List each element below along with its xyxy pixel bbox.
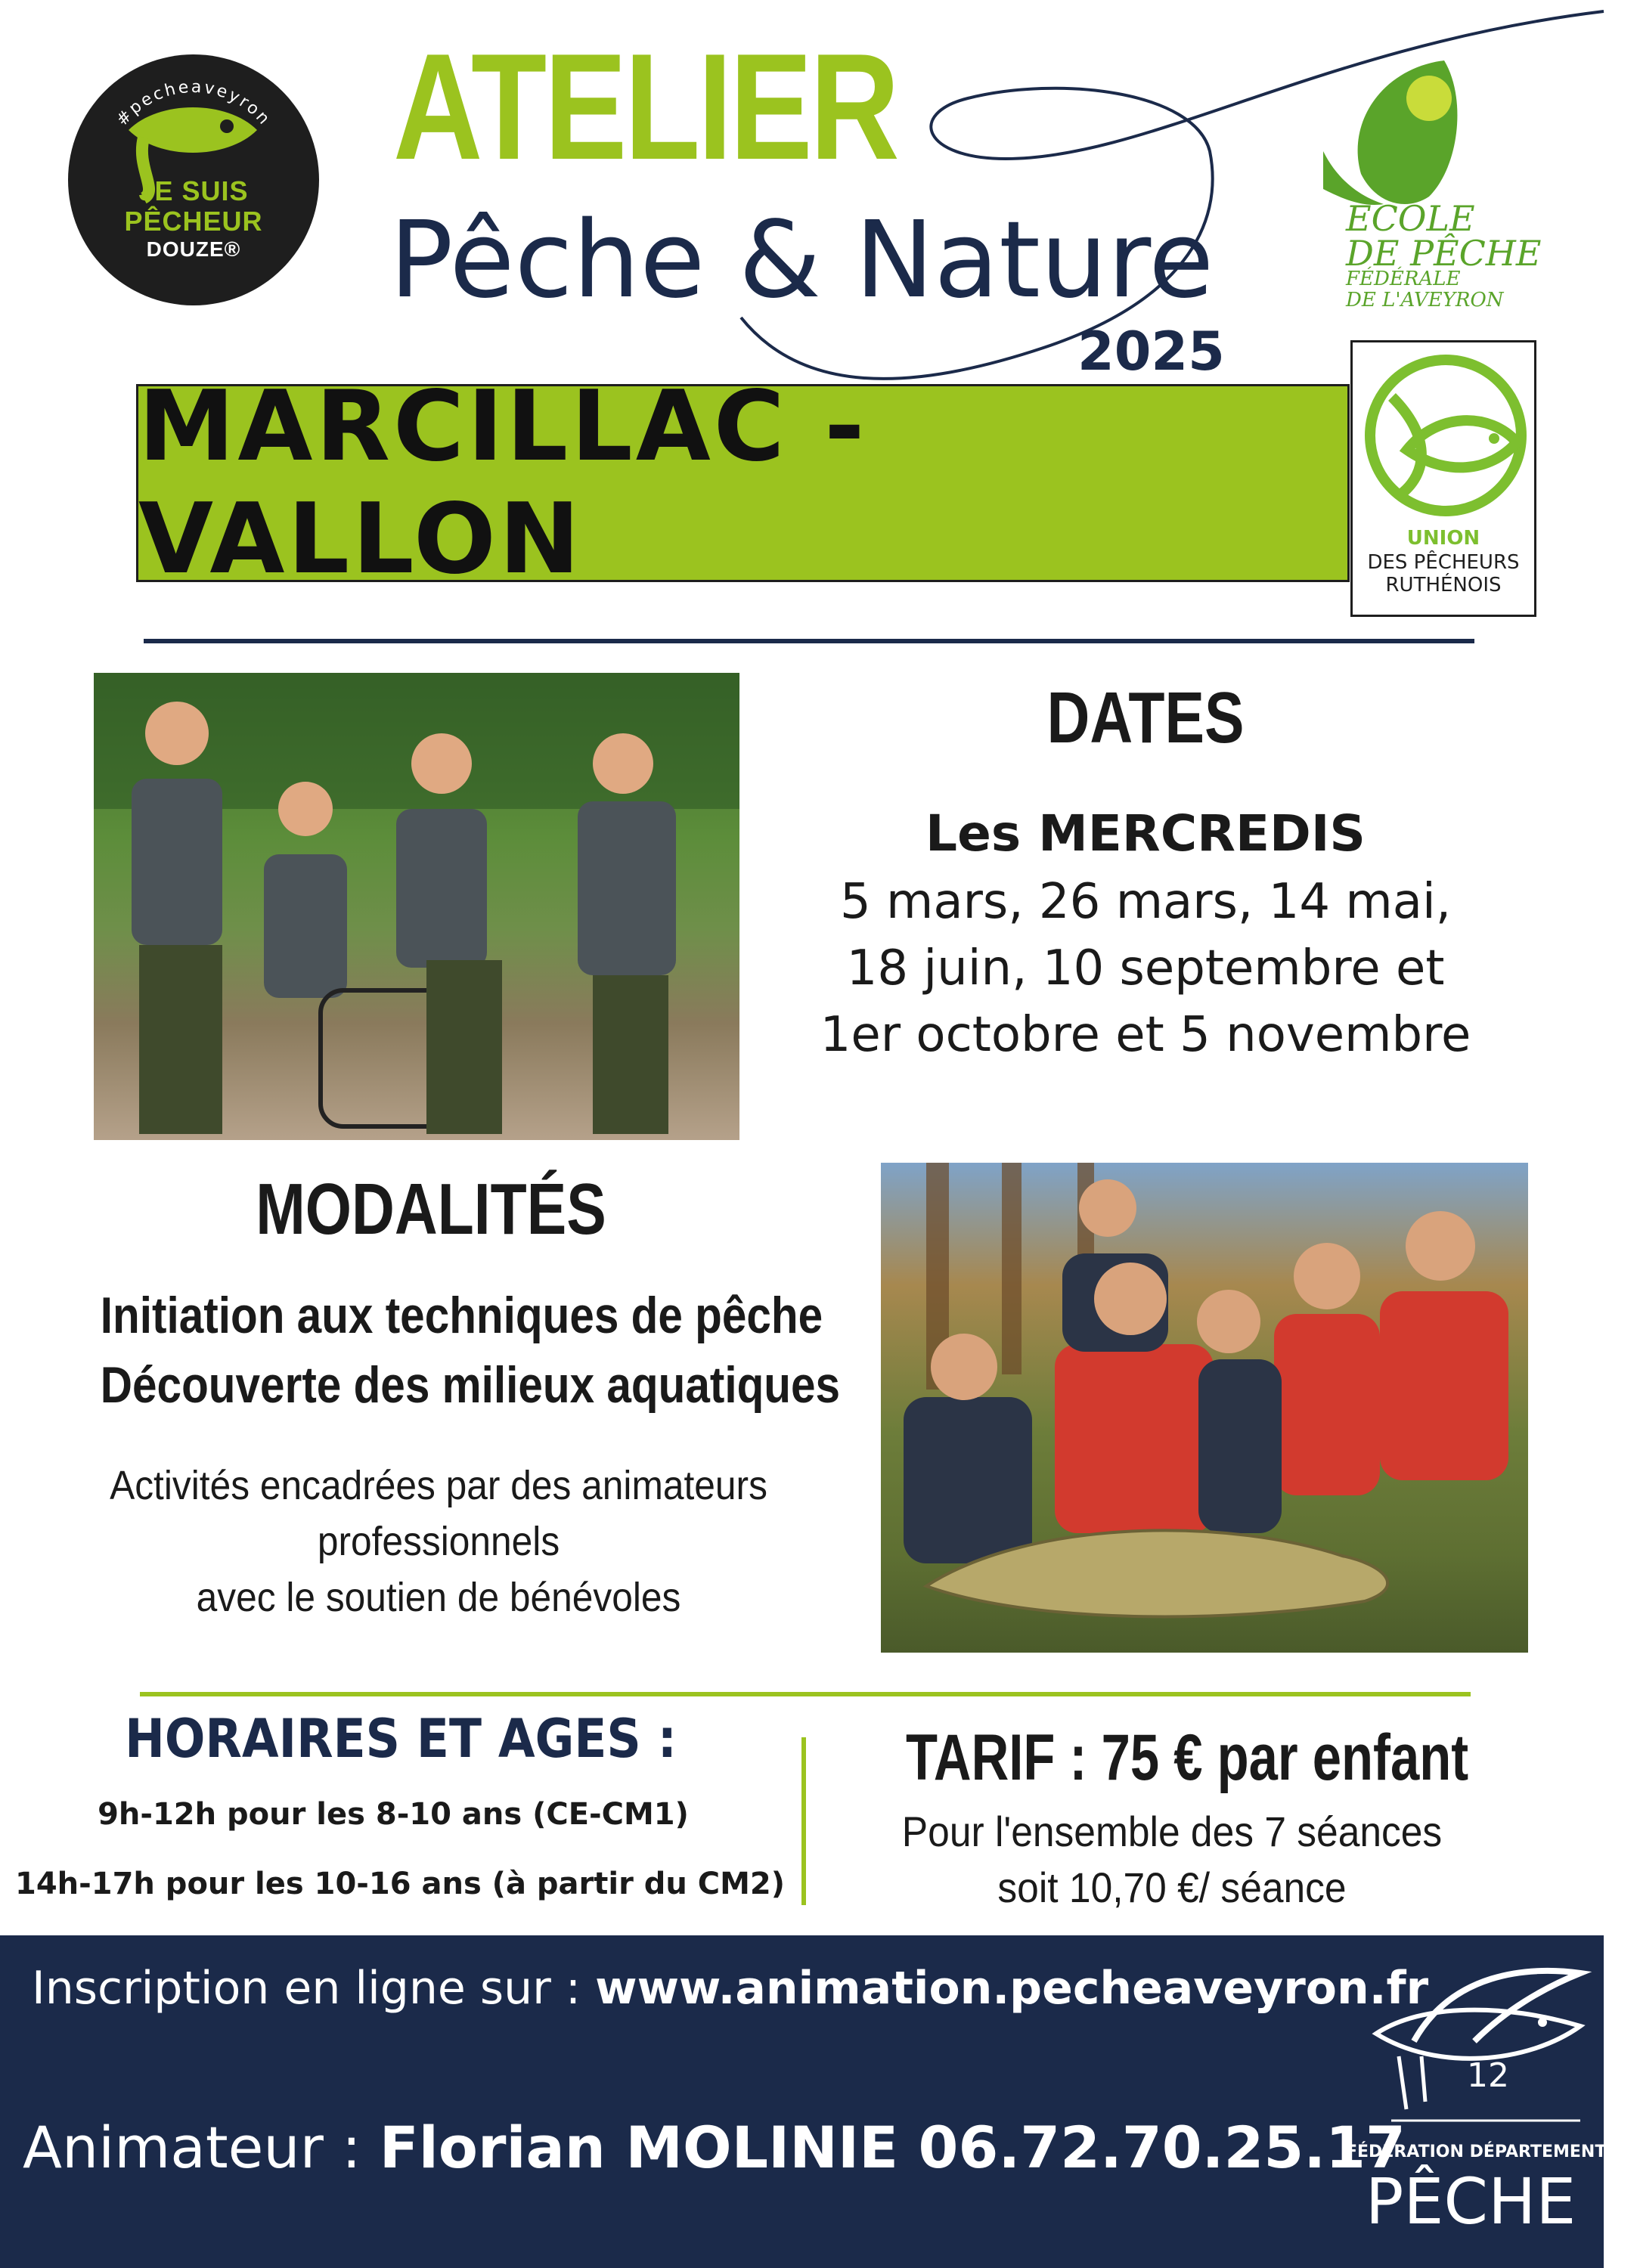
vertical-divider	[801, 1737, 806, 1905]
animator-name-phone: Florian MOLINIE 06.72.70.25.17	[379, 2114, 1406, 2181]
modalites-heading: MODALITÉS	[256, 1169, 606, 1250]
union-pecheurs-logo	[1350, 340, 1536, 617]
registration-line	[32, 1950, 1428, 2026]
svg-text:#pecheaveyron: #pecheaveyron	[113, 77, 274, 130]
badge-line-2: PÊCHEUR	[124, 206, 263, 237]
animator-line	[23, 2106, 1406, 2189]
registration-url-link[interactable]: www.animation.pecheaveyron.fr	[595, 1962, 1429, 2015]
federation-number: 12	[1467, 2056, 1509, 2095]
dates-weekday: Les MERCREDIS	[925, 804, 1366, 863]
horaire-line-2: 14h-17h pour les 10-16 ans (à partir du CM2)	[15, 1867, 786, 1901]
modalite-detail-3: avec le soutien de bénévoles	[196, 1575, 681, 1620]
union-fish-icon	[1362, 352, 1530, 519]
tarif-line-1: Pour l'ensemble des 7 séances	[901, 1808, 1443, 1855]
dates-heading: DATES	[1046, 677, 1245, 758]
ecole-line-2: DE PÊCHE	[1346, 233, 1542, 274]
page-title: ATELIER	[393, 23, 898, 191]
horaire-line-1: 9h-12h pour les 8-10 ans (CE-CM1)	[98, 1797, 689, 1832]
location-banner	[136, 370, 1350, 596]
federation-line-2: PÊCHE	[1365, 2164, 1576, 2239]
modalite-line-1: Initiation aux techniques de pêche	[100, 1287, 823, 1344]
federation-line-1: FÉDÉRATION DÉPARTEMENTALE	[1346, 2143, 1640, 2161]
photo-children-fishing-gear	[94, 673, 739, 1140]
modalite-detail-2: professionnels	[317, 1519, 560, 1564]
year-label: 2025	[1077, 321, 1225, 383]
badge-line-3: DOUZE®	[146, 237, 241, 261]
modalite-line-2: Découverte des milieux aquatiques	[100, 1356, 841, 1414]
ecole-line-3: FÉDÉRALE	[1346, 268, 1461, 290]
union-line-2: DES PÊCHEURS	[1367, 551, 1520, 574]
horaires-heading: HORAIRES ET AGES :	[125, 1708, 677, 1770]
union-line-3: RUTHÉNOIS	[1385, 574, 1502, 596]
animator-label: Animateur :	[23, 2114, 361, 2181]
dates-line-2: 18 juin, 10 septembre et	[846, 940, 1445, 996]
tarif-heading: TARIF : 75 € par enfant	[906, 1721, 1469, 1794]
tarif-line-2: soit 10,70 €/ séance	[997, 1864, 1347, 1911]
je-suis-pecheur-badge	[68, 54, 319, 305]
divider-top	[144, 639, 1474, 643]
modalite-detail-1: Activités encadrées par des animateurs	[110, 1463, 767, 1508]
divider-middle	[140, 1692, 1471, 1696]
photo-children-with-pike	[881, 1163, 1528, 1653]
location-name: MARCILLAC - VALLON	[138, 370, 868, 596]
dates-line-3: 1er octobre et 5 novembre	[820, 1007, 1471, 1063]
badge-line-1: JE SUIS	[138, 175, 249, 206]
union-line-1: UNION	[1406, 527, 1480, 550]
ecole-line-1: ÉCOLE	[1346, 198, 1475, 239]
ecole-line-4: DE L'AVEYRON	[1346, 289, 1504, 311]
registration-label: Inscription en ligne sur :	[32, 1962, 581, 2015]
page-subtitle: Pêche & Nature	[389, 199, 1214, 322]
dates-line-1: 5 mars, 26 mars, 14 mai,	[839, 874, 1452, 930]
